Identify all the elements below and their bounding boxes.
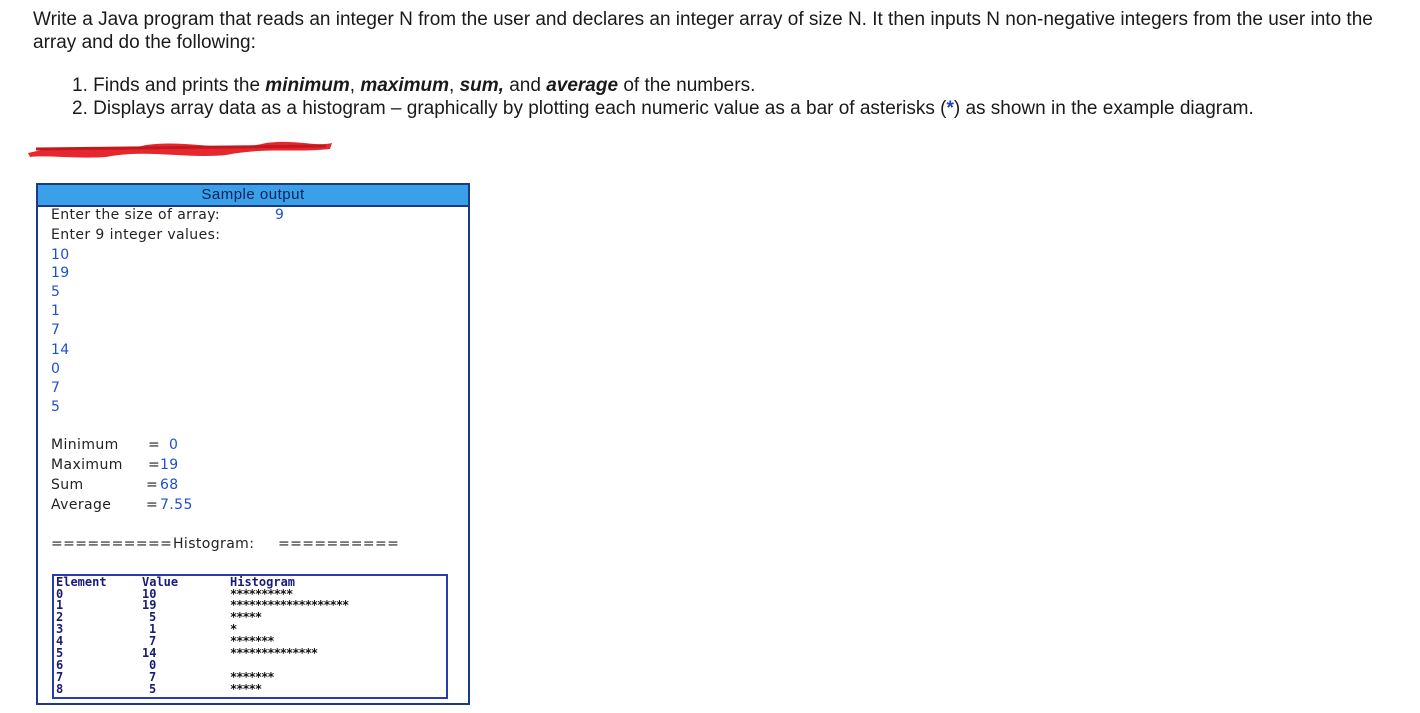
row-value: 19 [142,598,157,613]
histogram-heading: Histogram: [173,536,255,552]
row-element-index: 2 [56,610,64,625]
stat-label-maximum: Maximum [51,457,123,473]
row-histogram-bar: * [230,622,237,637]
row-element-index: 8 [56,681,64,696]
input-value: 7 [51,380,61,396]
row-element-index: 3 [56,622,64,637]
histogram-table [52,574,448,699]
row-element-index: 4 [56,634,64,649]
task-number: 2. [72,98,88,119]
task-item-2 [72,97,1254,120]
task-text: Displays array data as a histogram – graphically by plotting each numeric value as a bar of asterisks ( [93,98,947,119]
stat-equals: = [146,497,163,513]
row-histogram-bar: ************** [230,646,318,660]
stat-value-sum: 68 [160,477,179,493]
redaction-scribble [26,137,334,159]
asterisk-symbol: * [946,98,954,119]
row-histogram-bar: ******* [230,669,274,684]
input-value: 5 [51,284,61,300]
size-value: 9 [275,207,285,223]
header-histogram: Histogram [230,575,296,589]
task-text: of the numbers. [618,75,756,96]
input-value: 7 [51,322,61,338]
row-histogram-bar: ******* [230,634,274,649]
input-value: 19 [51,265,70,281]
row-value: 14 [142,646,157,660]
stat-equals: = [148,457,165,473]
row-element-index: 6 [56,657,64,672]
input-value: 10 [51,247,70,263]
row-value: 7 [149,634,157,649]
row-element-index: 1 [56,598,64,613]
header-value: Value [142,575,179,589]
stat-equals: = [146,477,163,493]
stat-label-minimum: Minimum [51,437,119,453]
task-item-1: 1. Finds and prints the minimum, maximum, sum, and average of the numbers. [72,75,756,96]
row-histogram-bar: ********** [230,586,293,601]
stat-label-average: Average [51,497,112,513]
input-value: 14 [51,342,70,358]
intro-line-2: array and do the following: [33,32,256,53]
task-list [72,74,1254,120]
task-text: ) as shown in the example diagram. [953,98,1254,119]
task-text: Finds and prints the [93,75,266,96]
header-element: Element [56,575,107,589]
input-value: 0 [51,361,61,377]
size-prompt: Enter the size of array: [51,207,221,223]
stat-value-maximum: 19 [160,457,179,473]
row-value: 5 [149,610,157,625]
row-histogram-bar: ******************* [230,598,349,613]
task-keyword-maximum: maximum [360,75,450,96]
task-keyword-sum: sum, [459,75,504,96]
row-element-index: 0 [56,586,64,601]
row-value: 10 [142,586,157,601]
sample-output-title: Sample output [38,185,468,207]
input-value: 1 [51,303,61,319]
sample-output-panel [36,183,470,705]
problem-intro [33,8,1413,54]
row-histogram-bar: ***** [230,610,262,625]
row-value: 7 [149,669,157,684]
task-number: 1. [72,75,88,96]
input-value: 5 [51,399,61,415]
row-value: 1 [149,622,157,637]
stat-value-average: 7.55 [160,497,193,513]
row-value: 5 [149,681,157,696]
stat-label-sum: Sum [51,477,84,493]
histogram-divider-right: ========== [278,536,400,552]
row-element-index: 5 [56,646,64,660]
intro-line-1: Write a Java program that reads an integer N from the user and declares an integer array of size N. It then inputs N non-negative integers from the user into the [33,9,1373,30]
task-keyword-average: average [546,75,619,96]
row-histogram-bar: ***** [230,681,262,696]
row-element-index: 7 [56,669,64,684]
task-keyword-minimum: minimum [265,75,350,96]
row-value: 0 [149,657,157,672]
stat-value-minimum: 0 [169,437,179,453]
histogram-divider-left: ========== [51,536,173,552]
stat-equals: = [148,437,165,453]
values-prompt: Enter 9 integer values: [51,227,221,243]
